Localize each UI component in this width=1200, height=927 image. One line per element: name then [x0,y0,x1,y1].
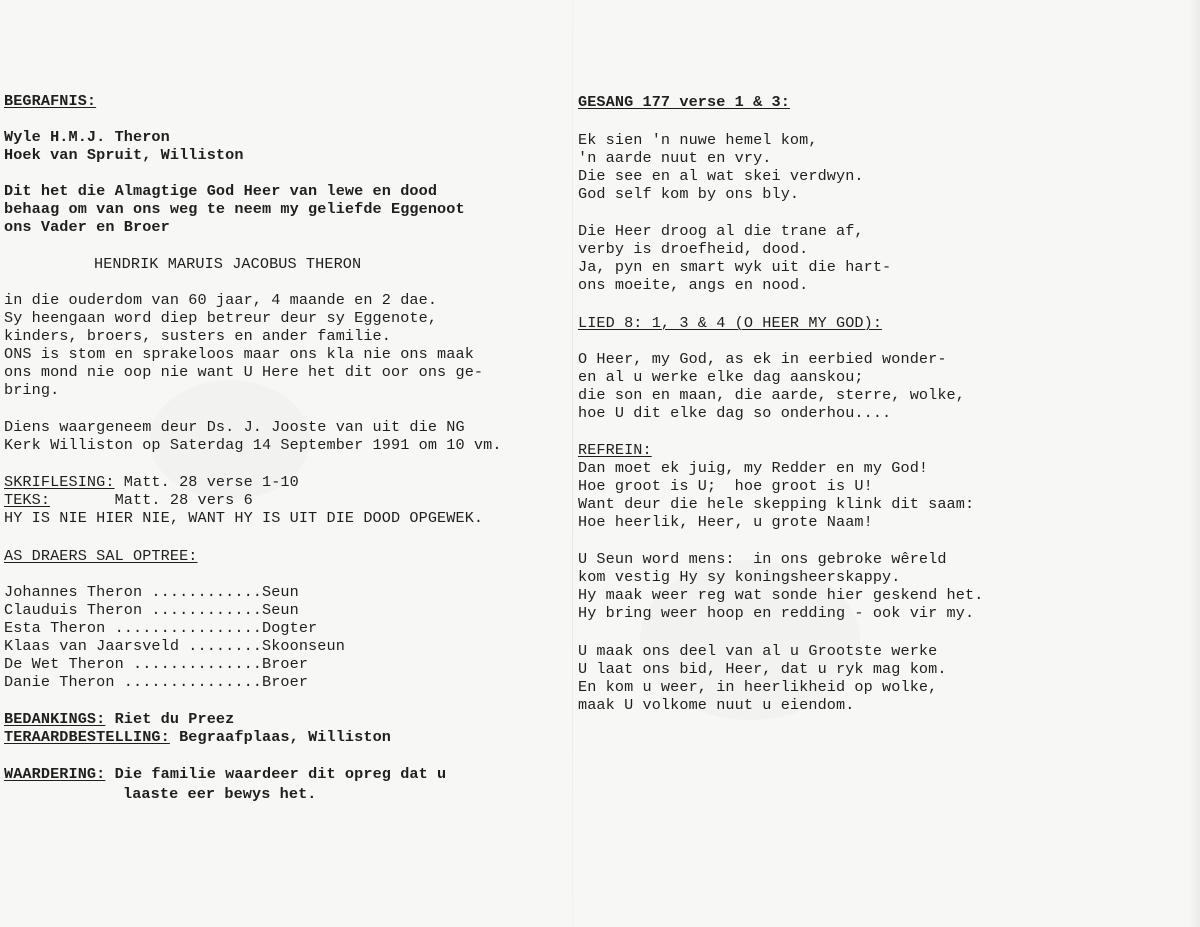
waardering-row [4,765,446,783]
hymn-line: God self kom by ons bly. [578,185,800,203]
refrein-line: Want deur die hele skepping klink dit saam: [578,495,975,513]
gesang-heading: GESANG 177 verse 1 & 3: [578,93,790,111]
bedankings-label: BEDANKINGS: [4,710,106,728]
hymn-line: Ja, pyn en smart wyk uit die hart- [578,258,892,276]
intro-line: ons Vader en Broer [4,218,170,236]
song-line: en al u werke elke dag aanskou; [578,368,864,386]
hymn-line: ons moeite, angs en nood. [578,276,809,294]
full-name: HENDRIK MARUIS JACOBUS THERON [94,255,362,273]
intro-line: Dit het die Almagtige God Heer van lewe en dood [4,182,438,200]
skriflesing-label: SKRIFLESING: [4,473,115,491]
page-fold [572,0,573,927]
service-line: Diens waargeneem deur Ds. J. Jooste van uit die NG [4,418,465,436]
hymn-line: Die see en al wat skei verdwyn. [578,167,864,185]
bedankings-value: Riet du Preez [105,710,235,728]
hymn-line: verby is droefheid, dood. [578,240,809,258]
waardering-label: WAARDERING: [4,765,106,783]
pallbearer-row: Johannes Theron ............Seun [4,583,299,601]
refrein-heading: REFREIN: [578,441,652,459]
song-line: U Seun word mens: in ons gebroke wêreld [578,550,947,568]
teraardbestelling-value: Begraafplaas, Williston [169,728,391,746]
body-line: in die ouderdom van 60 jaar, 4 maande en 2 dae. [4,291,438,309]
waardering-text: Die familie waardeer dit opreg dat u [105,765,447,783]
song-line: U maak ons deel van al u Grootste werke [578,642,938,660]
song-line: O Heer, my God, as ek in eerbied wonder- [578,350,947,368]
teks-value: Matt. 28 vers 6 [50,491,253,509]
pallbearer-row: Clauduis Theron ............Seun [4,601,299,619]
deceased-address-line: Hoek van Spruit, Williston [4,146,244,164]
service-line: Kerk Williston op Saterdag 14 September 1991 om 10 vm. [4,436,502,454]
body-line: ONS is stom en sprakeloos maar ons kla nie ons maak [4,345,474,363]
hymn-line: Die Heer droog al die trane af, [578,222,864,240]
pallbearer-row: Danie Theron ...............Broer [4,673,309,691]
draers-heading: AS DRAERS SAL OPTREE: [4,547,198,565]
body-line: Sy heengaan word diep betreur deur sy Eggenote, [4,309,438,327]
begrafnis-heading: BEGRAFNIS: [4,92,97,110]
hymn-line: 'n aarde nuut en vry. [578,149,772,167]
body-line: ons mond nie oop nie want U Here het dit oor ons ge- [4,363,484,381]
skriflesing-row [4,473,299,491]
teks-row [4,491,253,509]
page-edge-shadow [1188,0,1200,927]
refrein-line: Dan moet ek juig, my Redder en my God! [578,459,929,477]
pallbearer-row: De Wet Theron ..............Broer [4,655,309,673]
teraardbestelling-row [4,728,391,746]
lied-heading: LIED 8: 1, 3 & 4 (O HEER MY GOD): [578,314,883,332]
teraardbestelling-label: TERAARDBESTELLING: [4,728,170,746]
pallbearer-row: Klaas van Jaarsveld ........Skoonseun [4,637,345,655]
teks-quote: HY IS NIE HIER NIE, WANT HY IS UIT DIE DOOD OPGEWEK. [4,509,484,527]
teks-label: TEKS: [4,491,51,509]
song-line: Hy maak weer reg wat sonde hier geskend het. [578,586,984,604]
deceased-name-line: Wyle H.M.J. Theron [4,128,170,146]
song-line: Hy bring weer hoop en redding - ook vir my. [578,604,975,622]
waardering-text: laaste eer bewys het. [123,785,317,803]
body-line: kinders, broers, susters en ander familie. [4,327,391,345]
song-line: U laat ons bid, Heer, dat u ryk mag kom. [578,660,947,678]
song-line: maak U volkome nuut u eiendom. [578,696,855,714]
song-line: die son en maan, die aarde, sterre, wolke, [578,386,965,404]
refrein-line: Hoe heerlik, Heer, u grote Naam! [578,513,873,531]
skriflesing-value: Matt. 28 verse 1-10 [114,473,299,491]
refrein-line: Hoe groot is U; hoe groot is U! [578,477,873,495]
intro-line: behaag om van ons weg te neem my geliefde Eggenoot [4,200,465,218]
body-line: bring. [4,381,60,399]
bedankings-row [4,710,234,728]
song-line: kom vestig Hy sy koningsheerskappy. [578,568,901,586]
pallbearer-row: Esta Theron ................Dogter [4,619,318,637]
song-line: En kom u weer, in heerlikheid op wolke, [578,678,938,696]
hymn-line: Ek sien 'n nuwe hemel kom, [578,131,818,149]
song-line: hoe U dit elke dag so onderhou.... [578,404,892,422]
